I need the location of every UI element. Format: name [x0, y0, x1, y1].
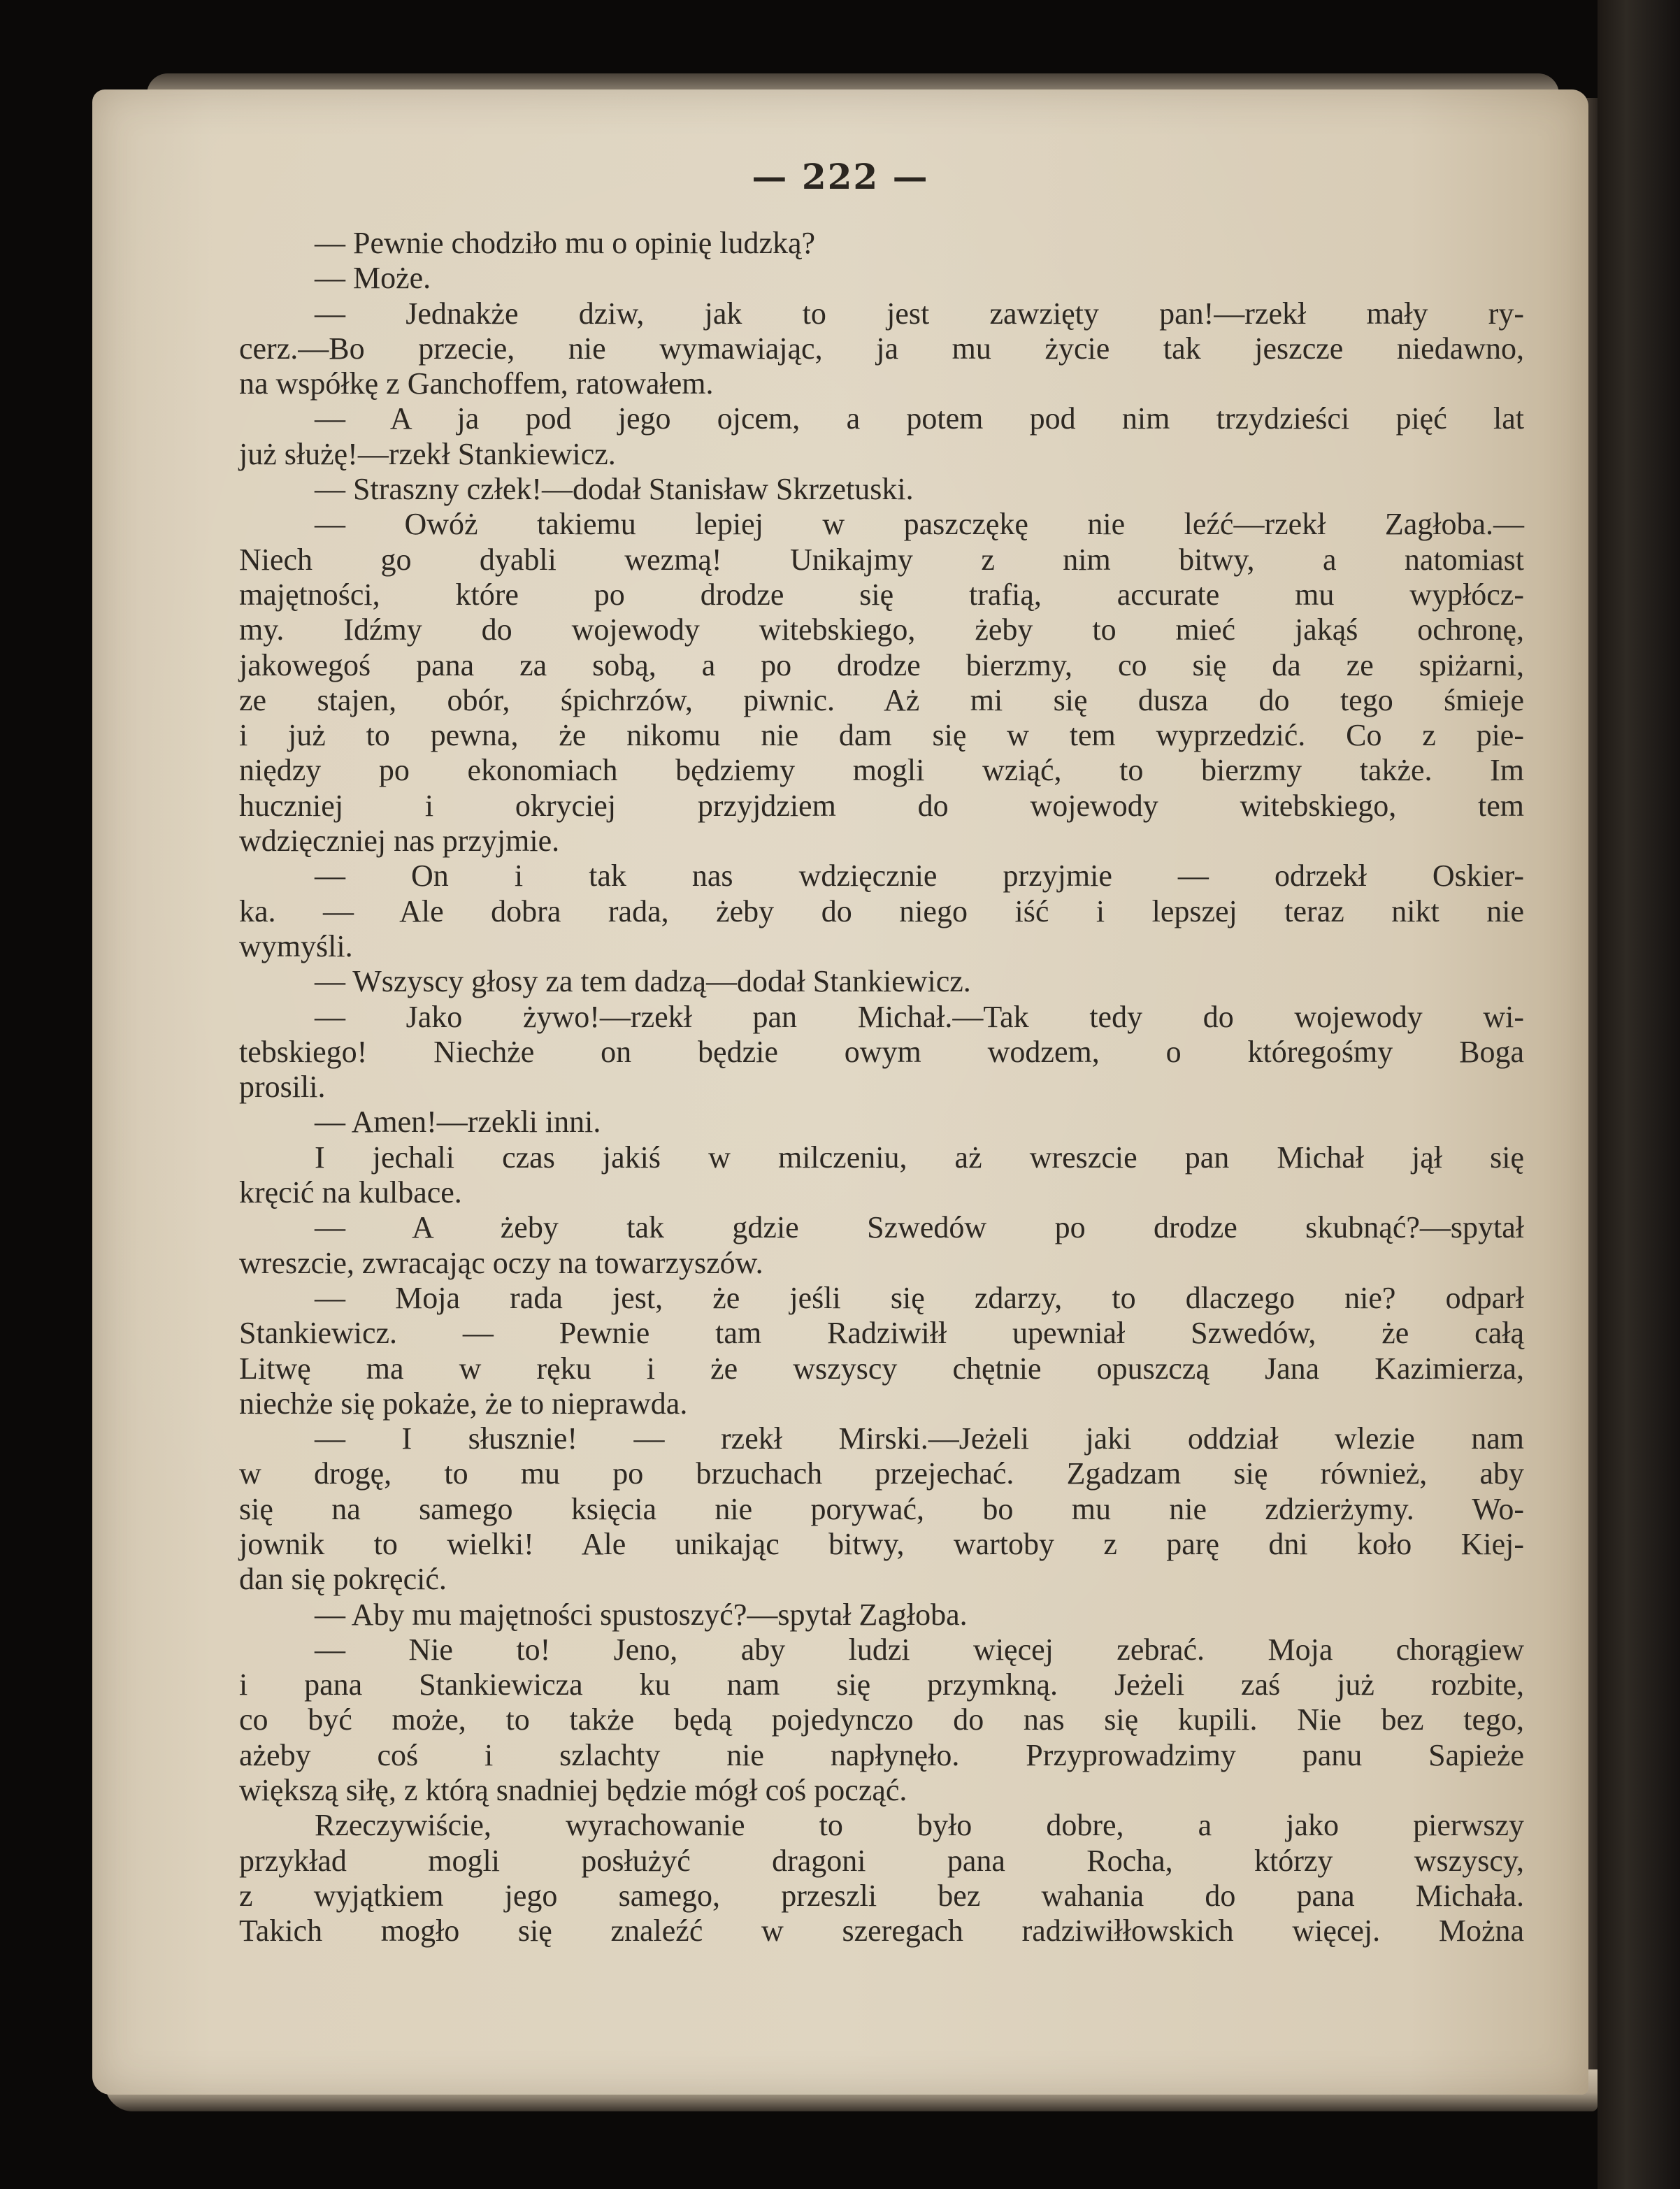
text-line: ka. — Ale dobra rada, żeby do niego iść i lepszej teraz nikt nie [239, 893, 1524, 928]
text-line: co być może, to także będą pojedynczo do nas się kupili. Nie bez tego, [239, 1702, 1524, 1737]
text-line: niędzy po ekonomiach będziemy mogli wziąć, to bierzmy także. Im [239, 753, 1524, 788]
text-line: — On i tak nas wdzięcznie przyjmie — odrzekł Oskier- [315, 859, 1524, 893]
text-line: — A żeby tak gdzie Szwedów po drodze skubnąć?—spytał [315, 1210, 1524, 1245]
text-line: przykład mogli posłużyć dragoni pana Rocha, którzy wszyscy, [239, 1843, 1524, 1878]
text-line: — Moja rada jest, że jeśli się zdarzy, to dlaczego nie? odparł [315, 1280, 1524, 1315]
text-line: wreszcie, zwracając oczy na towarzyszów. [239, 1245, 763, 1280]
text-line: cerz.—Bo przecie, nie wymawiając, ja mu życie tak jeszcze niedawno, [239, 331, 1524, 366]
text-line: ażeby coś i szlachty nie napłynęło. Przyprowadzimy panu Sapieże [239, 1737, 1524, 1772]
body-text [239, 226, 1524, 1949]
text-line: dan się pokręcić. [239, 1562, 447, 1597]
text-line: w drogę, to mu po brzuchach przejechać. Zgadzam się również, aby [239, 1456, 1524, 1491]
text-line: z wyjątkiem jego samego, przeszli bez wahania do pana Michała. [239, 1878, 1524, 1913]
text-line: — Nie to! Jeno, aby ludzi więcej zebrać. Moja chorągiew [315, 1632, 1524, 1667]
text-line: — Straszny człek!—dodał Stanisław Skrzetuski. [315, 472, 914, 507]
page-number: — 222 — [752, 156, 929, 197]
text-line: — I słusznie! — rzekł Mirski.—Jeżeli jaki oddział wlezie nam [315, 1421, 1524, 1456]
text-line: Litwę ma w ręku i że wszyscy chętnie opuszczą Jana Kazimierza, [239, 1351, 1524, 1386]
text-line: — A ja pod jego ojcem, a potem pod nim trzydzieści pięć lat [315, 401, 1524, 436]
text-line: Stankiewicz. — Pewnie tam Radziwiłł upewniał Szwedów, że całą [239, 1316, 1524, 1351]
text-line: jakowegoś pana za sobą, a po drodze bierzmy, co się da ze spiżarni, [239, 647, 1524, 682]
text-line: — Aby mu majętności spustoszyć?—spytał Zagłoba. [315, 1597, 968, 1632]
text-line: my. Idźmy do wojewody witebskiego, żeby to mieć jakąś ochronę, [239, 612, 1524, 647]
text-line: — Owóż takiemu lepiej w paszczękę nie leźć—rzekł Zagłoba.— [315, 507, 1524, 542]
text-line: majętności, które po drodze się trafią, accurate mu wypłócz- [239, 577, 1524, 612]
text-line: I jechali czas jakiś w milczeniu, aż wreszcie pan Michał jął się [315, 1140, 1524, 1175]
text-line: prosili. [239, 1070, 326, 1105]
text-line: jownik to wielki! Ale unikając bitwy, wartoby z parę dni koło Kiej- [239, 1526, 1524, 1561]
text-line: — Może. [315, 261, 431, 296]
text-line: — Wszyscy głosy za tem dadzą—dodał Stankiewicz. [315, 964, 971, 999]
text-line: wdzięczniej nas przyjmie. [239, 824, 560, 859]
text-line: tebskiego! Niechże on będzie owym wodzem, o któregośmy Boga [239, 1034, 1524, 1069]
text-line: wymyśli. [239, 928, 353, 963]
text-line: się na samego księcia nie porywać, bo mu nie zdzierżymy. Wo- [239, 1491, 1524, 1526]
book-page [92, 89, 1588, 2095]
text-line: Takich mogło się znaleźć w szeregach radziwiłłowskich więcej. Można [239, 1914, 1524, 1948]
text-line: i pana Stankiewicza ku nam się przymkną. Jeżeli zaś już rozbite, [239, 1667, 1524, 1702]
text-line: huczniej i okryciej przyjdziem do wojewody witebskiego, tem [239, 788, 1524, 823]
text-line: niechże się pokaże, że to nieprawda. [239, 1386, 688, 1421]
text-line: już służę!—rzekł Stankiewicz. [239, 436, 616, 471]
text-line: ze stajen, obór, śpichrzów, piwnic. Aż mi się dusza do tego śmieje [239, 682, 1524, 717]
text-line: kręcić na kulbace. [239, 1175, 462, 1210]
text-line: na współkę z Ganchoffem, ratowałem. [239, 366, 714, 401]
text-line: — Jednakże dziw, jak to jest zawzięty pan!—rzekł mały ry- [315, 296, 1524, 331]
text-line: Rzeczywiście, wyrachowanie to było dobre, a jako pierwszy [315, 1808, 1524, 1843]
text-line: — Pewnie chodziło mu o opinię ludzką? [315, 226, 816, 260]
text-line: — Jako żywo!—rzekł pan Michał.—Tak tedy do wojewody wi- [315, 999, 1524, 1034]
text-line: większą siłę, z którą snadniej będzie mógł coś począć. [239, 1773, 907, 1808]
text-line: — Amen!—rzekli inni. [315, 1105, 601, 1140]
book-gutter [1598, 0, 1680, 2189]
text-line: Niech go dyabli wezmą! Unikajmy z nim bitwy, a natomiast [239, 542, 1524, 577]
text-line: i już to pewna, że nikomu nie dam się w tem wyprzedzić. Co z pie- [239, 718, 1524, 753]
